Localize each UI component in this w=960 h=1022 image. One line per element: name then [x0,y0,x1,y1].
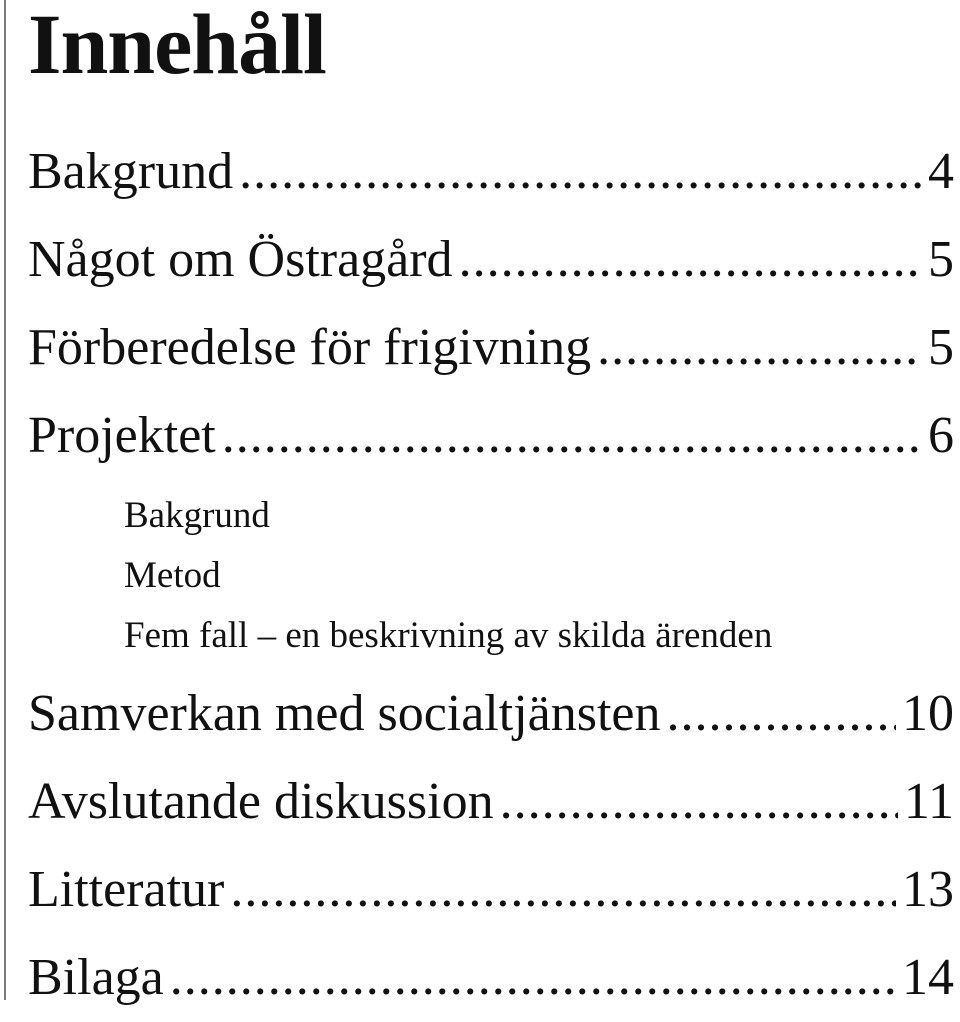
table-of-contents [28,128,954,1022]
dot-leader [230,846,896,934]
toc-entry-forberedelse-for-frigivning[interactable] [28,304,954,392]
toc-entry-avslutande-diskussion[interactable] [28,758,954,846]
toc-entry-bilaga[interactable] [28,934,954,1022]
toc-entry-page: 5 [928,319,954,376]
toc-entry-litteratur[interactable] [28,846,954,934]
dot-leader [597,304,922,392]
toc-entry-title: Bakgrund [28,143,234,200]
toc-entry-projektet[interactable] [28,392,954,480]
toc-sub-list [124,486,954,666]
dot-leader [666,670,896,758]
toc-entry-nagot-om-ostragard[interactable] [28,216,954,304]
toc-subentries [28,486,954,666]
toc-entry-page: 13 [902,861,954,918]
dot-leader [239,128,922,216]
dot-leader [500,758,898,846]
toc-subentry-bakgrund[interactable]: Bakgrund [124,495,270,536]
toc-entry-page: 5 [928,231,954,288]
page-title: Innehåll [28,0,326,92]
toc-entry-title: Projektet [28,407,216,464]
toc-entry-page: 4 [928,143,954,200]
dot-leader [459,216,922,304]
toc-subentry-fem-fall[interactable]: Fem fall – en beskrivning av skilda ärenden [124,615,773,656]
toc-subentry-metod[interactable]: Metod [124,555,221,596]
toc-entry-title: Förberedelse för frigivning [28,319,592,376]
dot-leader [170,934,896,1022]
toc-entry-page: 14 [902,949,954,1006]
toc-entry-title: Bilaga [28,949,164,1006]
dot-leader [222,392,922,480]
left-margin-rule [4,0,6,1000]
toc-entry-title: Samverkan med socialtjänsten [28,685,661,742]
toc-entry-title: Avslutande diskussion [28,773,494,830]
toc-entry-page: 10 [902,685,954,742]
toc-entry-bakgrund[interactable] [28,128,954,216]
toc-entry-samverkan-med-socialtjansten[interactable] [28,670,954,758]
toc-entry-title: Något om Östragård [28,231,453,288]
toc-entry-title: Litteratur [28,861,225,918]
toc-entry-page: 11 [903,773,954,830]
toc-entry-page: 6 [928,407,954,464]
